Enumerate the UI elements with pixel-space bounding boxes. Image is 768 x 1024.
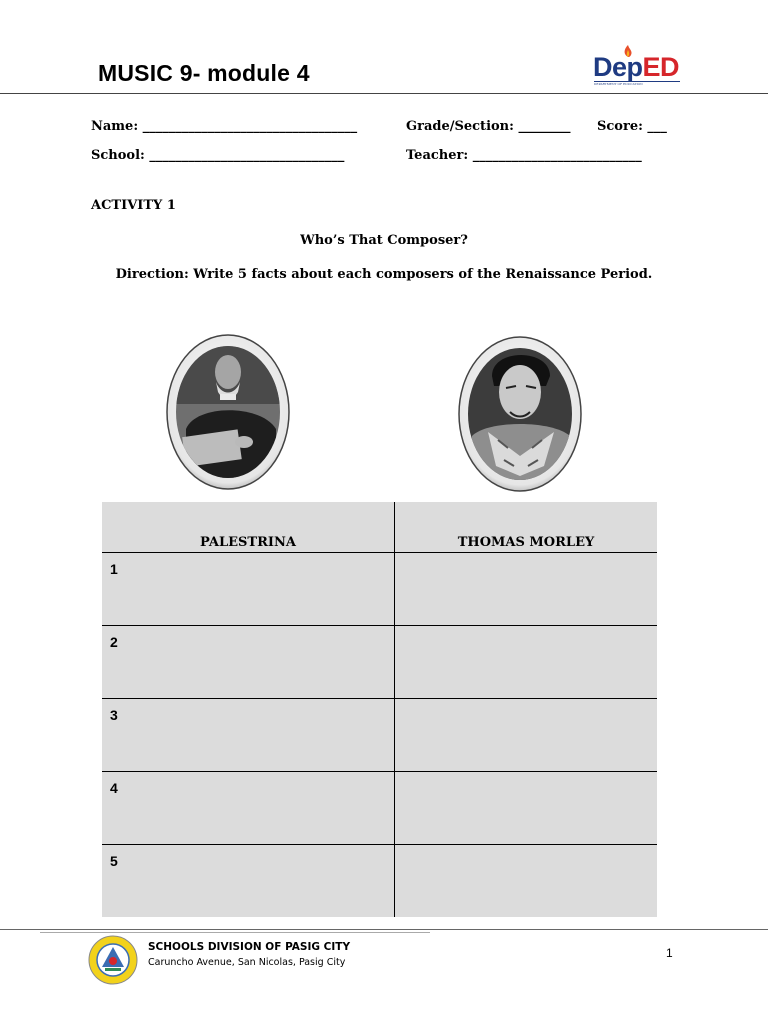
school-field[interactable]: School: ______________________________ xyxy=(91,148,345,163)
row-number: 4 xyxy=(110,780,118,796)
fact-cell-morley-4[interactable] xyxy=(395,772,658,845)
activity-direction: Direction: Write 5 facts about each composers of the Renaissance Period. xyxy=(115,267,653,282)
row-number: 2 xyxy=(110,634,118,650)
fact-cell-palestrina-5[interactable] xyxy=(102,845,395,918)
fact-cell-palestrina-1[interactable] xyxy=(102,553,395,626)
column-header-palestrina: PALESTRINA xyxy=(102,502,395,553)
activity-subtitle: Who’s That Composer? xyxy=(300,233,468,248)
column-header-thomas-morley: THOMAS MORLEY xyxy=(395,502,658,553)
row-number: 5 xyxy=(110,853,118,869)
fact-cell-palestrina-3[interactable] xyxy=(102,699,395,772)
footer-address: Caruncho Avenue, San Nicolas, Pasig City xyxy=(148,957,346,968)
page-number: 1 xyxy=(666,946,673,960)
footer-organization: SCHOOLS DIVISION OF PASIG CITY xyxy=(148,941,351,953)
name-field[interactable]: Name: _________________________________ xyxy=(91,119,358,134)
teacher-field[interactable]: Teacher: __________________________ xyxy=(406,148,642,163)
fact-cell-morley-3[interactable] xyxy=(395,699,658,772)
composer-facts-table xyxy=(102,502,657,917)
score-field[interactable]: Score: ___ xyxy=(597,119,667,134)
fact-cell-palestrina-2[interactable] xyxy=(102,626,395,699)
fact-cell-morley-1[interactable] xyxy=(395,553,658,626)
row-number: 3 xyxy=(110,707,118,723)
table-row xyxy=(102,699,657,772)
footer-divider-secondary xyxy=(40,932,430,933)
page-title: MUSIC 9- module 4 xyxy=(98,60,310,86)
table-row xyxy=(102,772,657,845)
table-header-row xyxy=(102,502,657,553)
logo-wordmark: DepED xyxy=(593,52,680,82)
deped-logo xyxy=(590,44,686,90)
palestrina-portrait xyxy=(166,334,290,490)
header-divider xyxy=(0,93,768,94)
grade-section-field[interactable]: Grade/Section: ________ xyxy=(406,119,571,134)
activity-label: ACTIVITY 1 xyxy=(91,198,176,213)
row-number: 1 xyxy=(110,561,118,577)
fact-cell-morley-2[interactable] xyxy=(395,626,658,699)
logo-subtext: DEPARTMENT OF EDUCATION xyxy=(594,81,680,88)
table-row xyxy=(102,626,657,699)
footer-divider xyxy=(0,929,768,930)
fact-cell-morley-5[interactable] xyxy=(395,845,658,918)
thomas-morley-portrait xyxy=(458,336,582,492)
fact-cell-palestrina-4[interactable] xyxy=(102,772,395,845)
table-row xyxy=(102,845,657,918)
table-row xyxy=(102,553,657,626)
division-seal-icon xyxy=(88,935,138,985)
